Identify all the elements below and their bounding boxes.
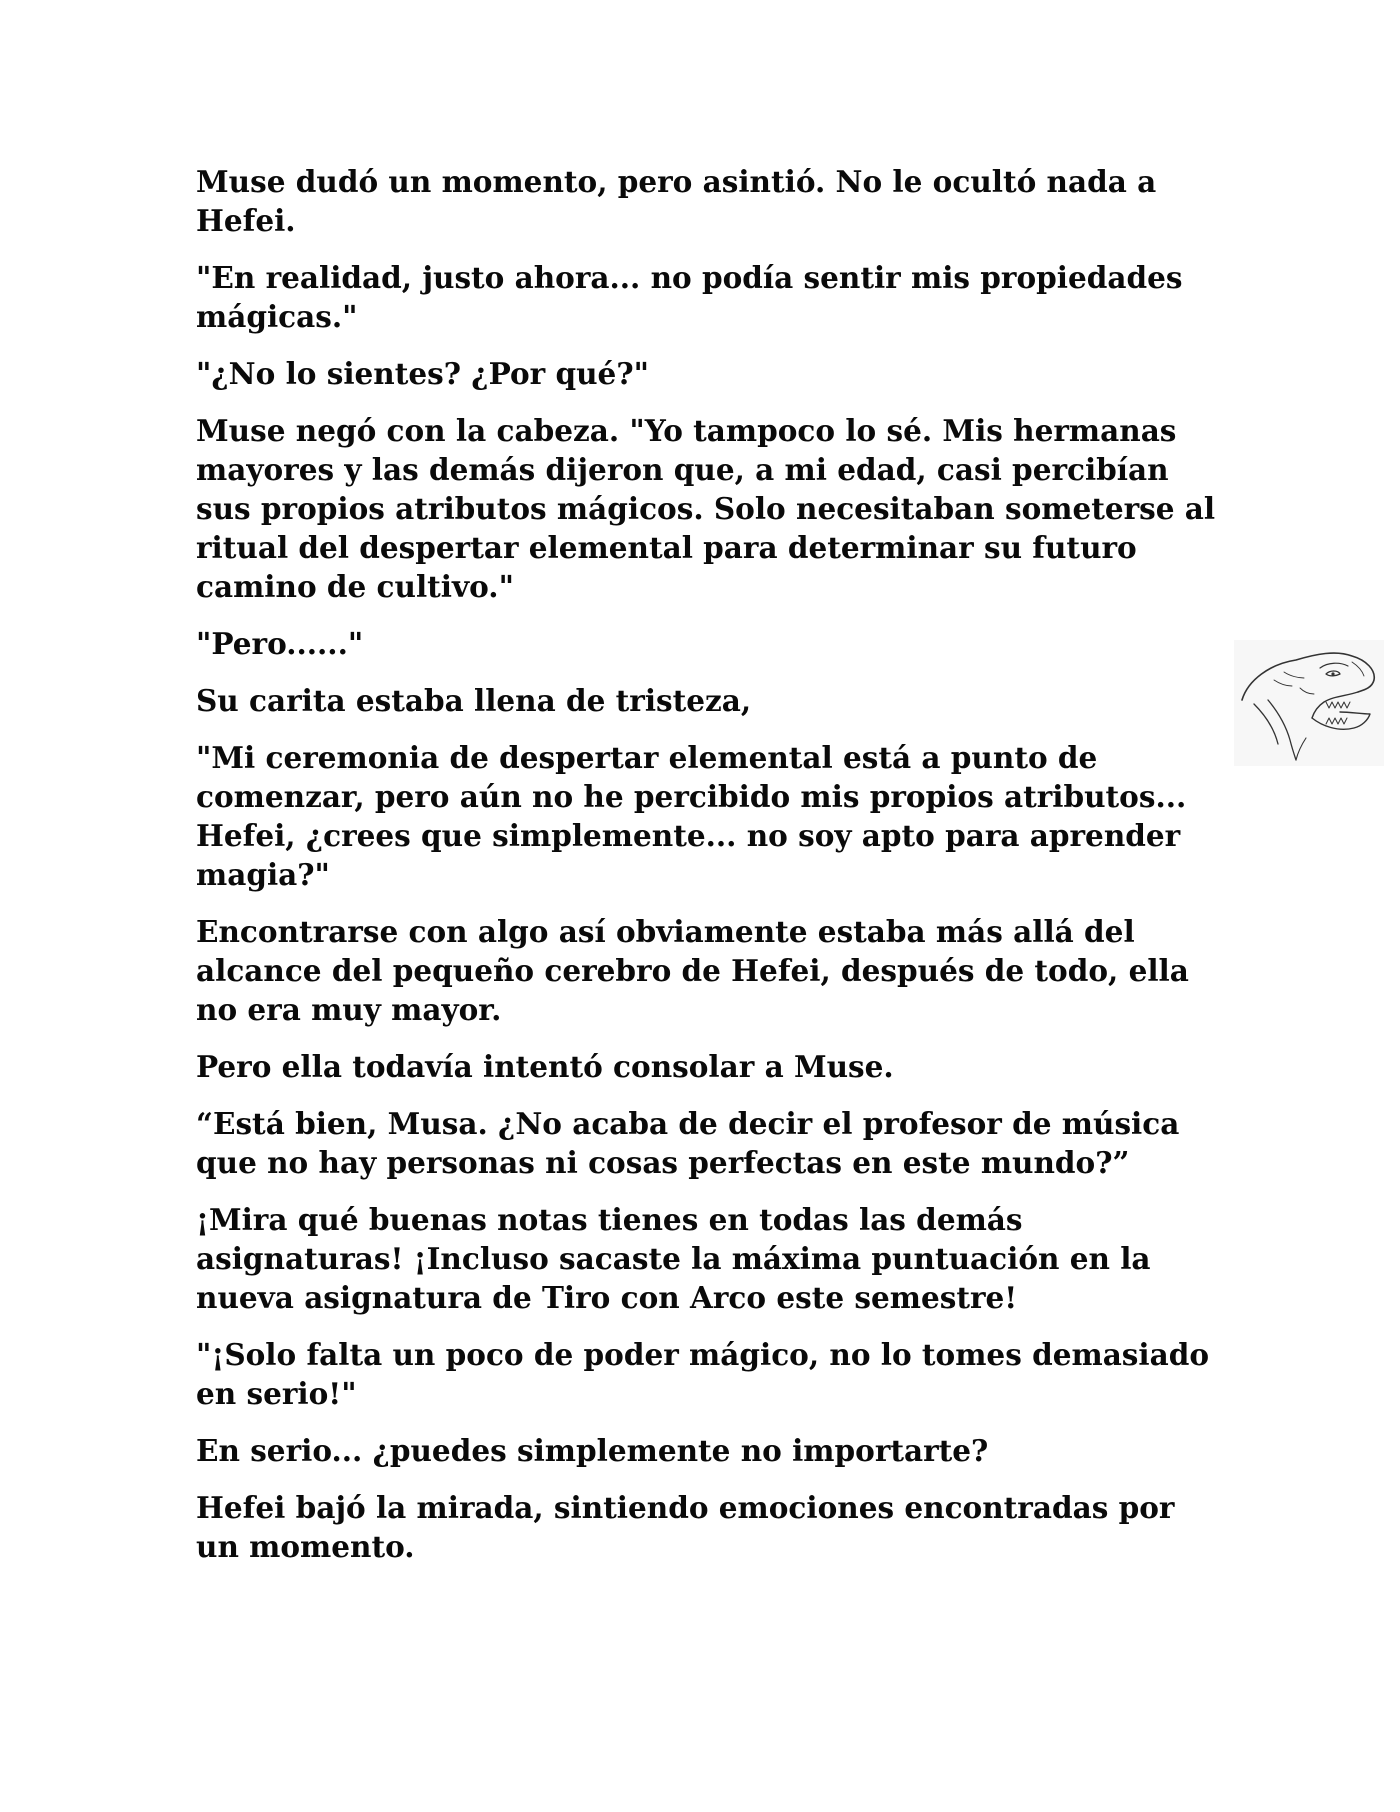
paragraph: Pero ella todavía intentó consolar a Muse. <box>196 1049 894 1084</box>
paragraph: "¡Solo falta un poco de poder mágico, no lo tomes demasiado en serio!" <box>196 1337 1210 1411</box>
paragraph: Muse negó con la cabeza. "Yo tampoco lo sé. Mis hermanas mayores y las demás dijeron que, a mi edad, casi percibían sus propios atributos mágicos. Solo necesitaban someterse al ritual del despertar elemental para determinar su futuro camino de cultivo." <box>196 413 1216 604</box>
paragraph: "Mi ceremonia de despertar elemental está a punto de comenzar, pero aún no he percibido mis propios atributos... Hefei, ¿crees que simplemente... no soy apto para aprender magia?" <box>196 740 1187 892</box>
dinosaur-head-sketch-icon <box>1234 640 1384 766</box>
paragraph: "¿No lo sientes? ¿Por qué?" <box>196 356 649 391</box>
paragraph: "Pero......" <box>196 626 364 661</box>
paragraph: Hefei bajó la mirada, sintiendo emociones encontradas por un momento. <box>196 1490 1175 1564</box>
paragraph: Su carita estaba llena de tristeza, <box>196 683 752 718</box>
paragraph: ¡Mira qué buenas notas tienes en todas las demás asignaturas! ¡Incluso sacaste la máxima puntuación en la nueva asignatura de Tiro con Arco este semestre! <box>196 1202 1151 1315</box>
paragraph: En serio... ¿puedes simplemente no importarte? <box>196 1433 989 1468</box>
paragraph: Muse dudó un momento, pero asintió. No le ocultó nada a Hefei. <box>196 164 1157 238</box>
story-text <box>196 162 1226 1584</box>
paragraph: “Está bien, Musa. ¿No acaba de decir el profesor de música que no hay personas ni cosas perfectas en este mundo?” <box>196 1106 1180 1180</box>
paragraph: Encontrarse con algo así obviamente estaba más allá del alcance del pequeño cerebro de Hefei, después de todo, ella no era muy mayor. <box>196 914 1189 1027</box>
paragraph: "En realidad, justo ahora... no podía sentir mis propiedades mágicas." <box>196 260 1183 334</box>
